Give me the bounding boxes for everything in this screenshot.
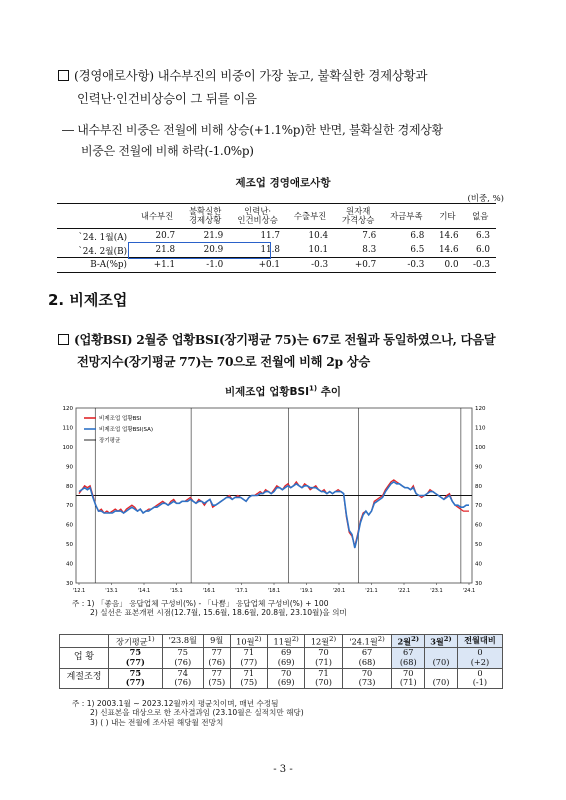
header-cell: 2월$^{2)}$ <box>392 635 425 648</box>
cell: +0.1 <box>229 258 286 273</box>
header-cell: 11월$^{2)}$ <box>268 635 305 648</box>
y-tick-label-left: 70 <box>66 503 73 510</box>
y-tick-label-left: 80 <box>66 483 73 490</box>
chart-note-1: 주 : 1) 「좋음」 응답업체 구성비(%) - 「나쁨」 응답업체 구성비(%) + 100 <box>72 599 329 608</box>
cell: 71 (75) <box>230 668 267 688</box>
header-cell: 자금부족 <box>382 204 430 229</box>
cell: 70 (69) <box>268 668 305 688</box>
y-tick-label-right: 90 <box>475 464 482 471</box>
cell: `24. 1월(A) <box>78 232 127 243</box>
cell: 70 (71) <box>305 648 342 668</box>
header-cell: 내수부진 <box>133 204 181 229</box>
legend-label: 비제조업 업황BSI <box>99 416 142 422</box>
table-header-row <box>60 635 503 648</box>
y-tick-label-right: 60 <box>475 522 482 529</box>
x-tick-label: '14.1 <box>137 588 151 594</box>
cell: 14.6 <box>438 245 459 255</box>
cell: 14.6 <box>438 231 459 241</box>
header-cell: 3월$^{2)}$ <box>425 635 458 648</box>
y-tick-label-right: 120 <box>475 406 486 412</box>
x-tick-label: '19.1 <box>300 588 313 594</box>
section-title: 2. 비제조업 <box>48 291 128 309</box>
cell: 75 (77) <box>109 668 163 688</box>
header-cell: 수출부진 <box>286 204 334 229</box>
cell: 77 (75) <box>203 668 230 688</box>
cell: 67 (68) <box>342 648 392 668</box>
y-tick-label-right: 50 <box>475 542 482 549</box>
cell: 6.8 <box>410 231 425 241</box>
cell: -0.3 <box>382 258 430 273</box>
y-tick-label-left: 90 <box>66 464 73 471</box>
table-row <box>60 668 503 688</box>
cell: B-A(%p) <box>57 258 133 273</box>
manufacturing-difficulties-table <box>57 203 496 273</box>
cell: 71 (70) <box>305 668 342 688</box>
cell: 0 (+2) <box>457 648 502 668</box>
x-tick-label: '20.1 <box>332 588 346 594</box>
dash1-line2: 비중은 전월에 비해 하락(-1.0%p) <box>81 144 254 158</box>
cell: 0 (-1) <box>457 668 502 688</box>
header-cell <box>57 204 133 229</box>
cell: (70) <box>425 648 458 668</box>
y-tick-label-right: 100 <box>475 444 486 451</box>
cell: 6.3 <box>476 231 490 241</box>
cell: 21.9 <box>203 231 224 241</box>
y-tick-label-left: 110 <box>62 425 73 432</box>
page-number: - 3 - <box>273 764 293 775</box>
header-cell: 없음 <box>465 204 496 229</box>
x-tick-label: '16.1 <box>202 588 216 594</box>
cell: 7.6 <box>362 231 377 241</box>
chart-title-main: 비제조업 업황BSI <box>224 386 309 398</box>
table2-notes <box>72 699 542 727</box>
cell: 70 (73) <box>342 668 392 688</box>
header-cell: 10월$^{2)}$ <box>230 635 267 648</box>
cell: 71 (77) <box>230 648 267 668</box>
table-row <box>57 258 496 273</box>
header-cell: 원자재 가격상승 <box>334 204 382 229</box>
cell: 10.4 <box>308 231 329 241</box>
cell: 74 (76) <box>162 668 203 688</box>
bullet2-line1: (업황BSI) 2월중 업황BSI(장기평균 75)는 67로 전월과 동일하였으나, 다음달 <box>74 332 496 347</box>
table1-title: 제조업 경영애로사항 <box>235 177 331 189</box>
y-tick-label-left: 30 <box>66 581 73 587</box>
bsi-line-chart <box>60 402 496 597</box>
checkbox-bullet-icon <box>58 334 69 345</box>
legend-label: 장기평균 <box>99 438 121 444</box>
cell: 75 (76) <box>162 648 203 668</box>
cell: 11.8 <box>260 245 281 255</box>
x-tick-label: '23.1 <box>430 588 443 594</box>
y-tick-label-left: 50 <box>66 542 73 549</box>
y-tick-label-left: 100 <box>62 444 73 451</box>
legend-label: 비제조업 업황BSI(SA) <box>99 427 154 433</box>
bullet1-line1: (경영애로사항) 내수부진의 비중이 가장 높고, 불확실한 경제상황과 <box>74 68 428 83</box>
cell: 67 (68) <box>392 648 425 668</box>
table2-note-2: 2) 신표본을 대상으로 한 조사결과임 (23.10월은 실적치만 해당) <box>90 708 304 718</box>
table-row <box>57 229 496 244</box>
x-tick-label: '12.1 <box>72 588 86 594</box>
header-cell <box>60 635 109 648</box>
cell: -0.3 <box>286 258 334 273</box>
table1-unit: (비중, %) <box>467 194 504 204</box>
chart-notes <box>72 599 542 618</box>
header-cell: 인력난· 인건비상승 <box>229 204 286 229</box>
bullet1-line2: 인력난·인건비상승이 그 뒤를 이음 <box>77 91 257 106</box>
cell: 69 (69) <box>268 648 305 668</box>
header-cell: 불확실한 경제상황 <box>181 204 229 229</box>
header-cell: 9월 <box>203 635 230 648</box>
cell: 21.8 <box>155 245 176 255</box>
highlight-box <box>128 242 271 259</box>
row-label: 계절조정 <box>60 668 109 688</box>
series-line-bsi-sa <box>79 482 469 548</box>
x-tick-label: '17.1 <box>235 588 248 594</box>
cell: 6.0 <box>476 245 490 255</box>
cell: -0.3 <box>465 258 496 273</box>
cell: 75 (77) <box>109 648 163 668</box>
cell: `24. 2월(B) <box>78 246 127 257</box>
checkbox-bullet-icon <box>58 70 69 81</box>
chart-note-2: 2) 실선은 표본개편 시점(12.7월, 15.6월, 18.6월, 20.8월, 23.10월)을 의미 <box>90 608 347 618</box>
chart-title-sup: 1) <box>308 384 318 393</box>
header-cell: 전월대비 <box>457 635 502 648</box>
x-tick-label: '18.1 <box>267 588 281 594</box>
chart-title-tail: 추이 <box>317 386 342 398</box>
cell: 20.7 <box>155 231 176 241</box>
cell: 70 (71) <box>392 668 425 688</box>
x-tick-label: '13.1 <box>105 588 118 594</box>
table2-note-3: 3) ( ) 내는 전월에 조사된 해당월 전망치 <box>90 717 224 727</box>
cell: 6.5 <box>410 245 425 255</box>
cell: +1.1 <box>133 258 181 273</box>
header-cell: '23.8월 <box>162 635 203 648</box>
cell: -1.0 <box>181 258 229 273</box>
header-cell: 12월$^{2)}$ <box>305 635 342 648</box>
x-tick-label: '21.1 <box>365 588 378 594</box>
x-tick-label: '22.1 <box>397 588 411 594</box>
y-tick-label-right: 40 <box>475 561 482 568</box>
y-tick-label-left: 120 <box>62 406 73 412</box>
cell: 8.3 <box>362 245 377 255</box>
y-tick-label-right: 30 <box>475 581 482 587</box>
table-header-row <box>57 204 496 229</box>
y-tick-label-right: 80 <box>475 483 482 490</box>
table2-note-1: 주 : 1) 2003.1월 ~ 2023.12월까지 평균치이며, 매년 수정됨 <box>72 699 279 708</box>
header-cell: 장기평균$^{1)}$ <box>109 635 163 648</box>
cell: 20.9 <box>203 245 224 255</box>
table-row <box>60 648 503 668</box>
x-tick-label: '15.1 <box>170 588 183 594</box>
y-tick-label-left: 60 <box>66 522 73 529</box>
header-cell: 기타 <box>430 204 464 229</box>
y-tick-label-right: 70 <box>475 503 482 510</box>
bullet-bsi <box>58 329 536 373</box>
y-tick-label-right: 110 <box>475 425 486 432</box>
header-cell: '24.1월$^{2)}$ <box>342 635 392 648</box>
cell: +0.7 <box>334 258 382 273</box>
row-label: 업 황 <box>60 648 109 668</box>
cell: 0.0 <box>430 258 464 273</box>
bullet2-line2: 전망지수(장기평균 77)는 70으로 전월에 비해 2p 상승 <box>77 354 370 369</box>
cell: 11.7 <box>260 231 281 241</box>
bsi-summary-table <box>59 634 503 689</box>
bullet-management-difficulties <box>58 64 528 110</box>
cell: 77 (76) <box>203 648 230 668</box>
y-tick-label-left: 40 <box>66 561 73 568</box>
dash1-line1: ― 내수부진 비중은 전월에 비해 상승(+1.1%p)한 반면, 불확실한 경제상황 <box>62 123 443 137</box>
cell: 10.1 <box>308 245 329 255</box>
chart-title <box>0 384 566 399</box>
x-tick-label: '24.1 <box>462 588 476 594</box>
dash-note <box>62 120 532 162</box>
table-row <box>57 243 496 258</box>
cell: (70) <box>425 668 458 688</box>
